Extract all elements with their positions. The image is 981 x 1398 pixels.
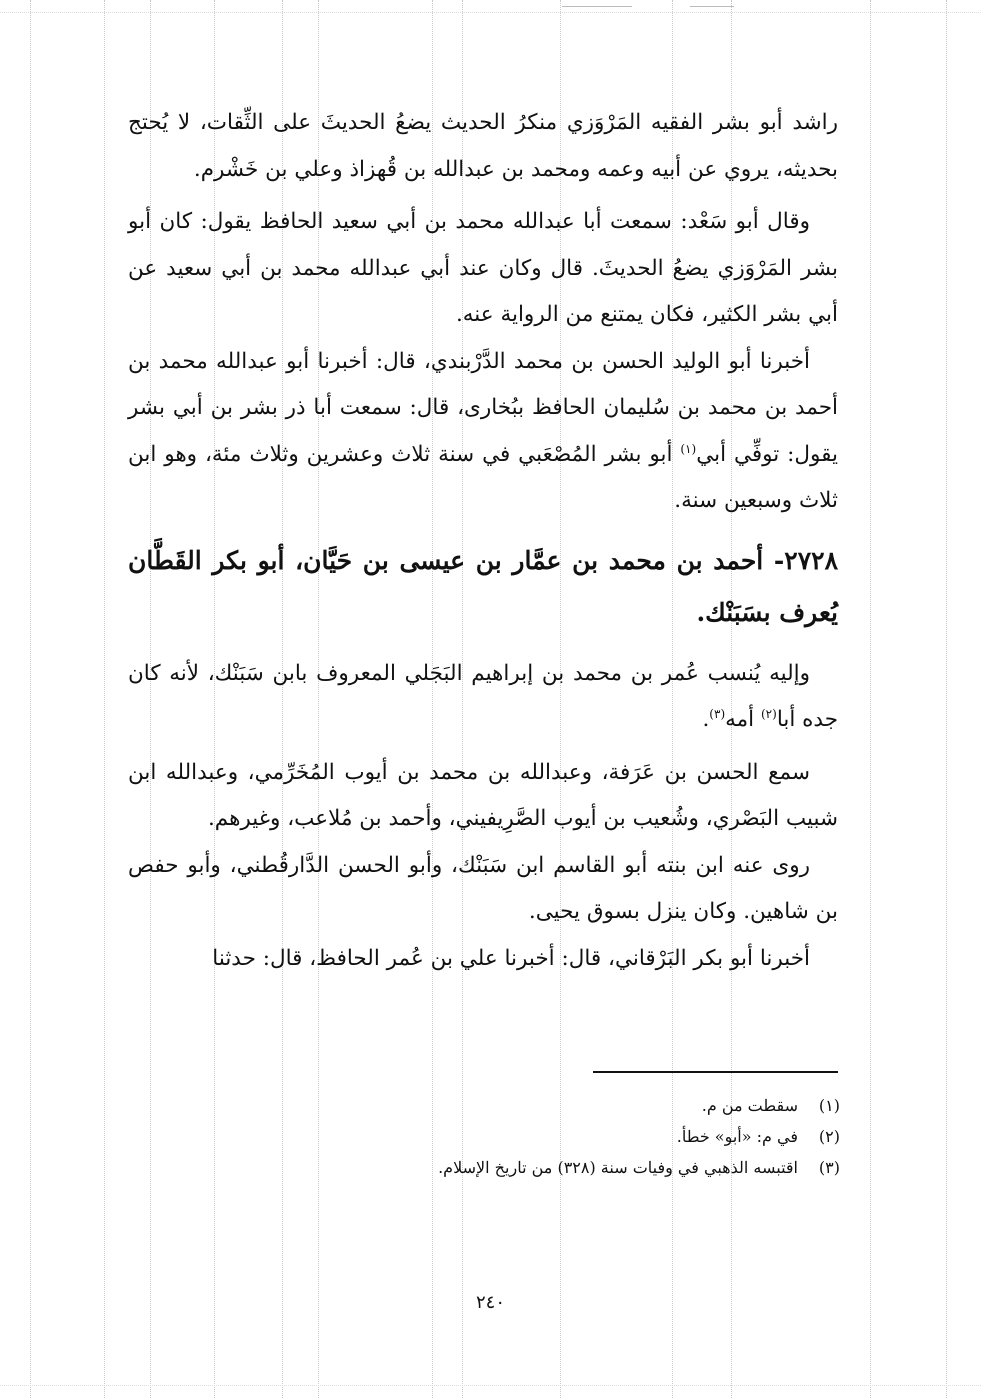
nisba-text-mid: أمه	[725, 707, 761, 732]
top-edge-mark	[690, 6, 734, 7]
scan-guide-line	[30, 0, 31, 1398]
nisba-text-start: وإليه يُنسب عُمر بن محمد بن إبراهيم البَجَلي المعروف بابن سَبَنْك، لأنه كان جده أبا	[128, 660, 838, 732]
footnote-item	[300, 1090, 840, 1121]
footnote-text: في م: «أبو» خطأ.	[676, 1127, 798, 1146]
paragraph-abu-saad: وقال أبو سَعْد: سمعت أبا عبدالله محمد بن أبي سعيد الحافظ يقول: كان أبو بشر المَرْوَزي يضعُ الحديثَ. قال وكان عند أبي عبدالله محمد بن أبي سعيد عن أبي بشر الكثير، فكان يمتنع من الرواية عنه.	[128, 209, 838, 327]
footnote-text: سقطت من م.	[701, 1096, 798, 1115]
paragraph-nisba	[128, 651, 838, 744]
page-number: ٢٤٠	[475, 1292, 505, 1313]
footnote-separator	[593, 1071, 838, 1073]
nisba-text-end: .	[702, 707, 710, 732]
scan-guide-line	[946, 0, 947, 1398]
scan-guide-line	[0, 12, 981, 13]
footnote-item	[300, 1152, 840, 1183]
paragraph-isnad-darbandi	[128, 339, 838, 525]
footnotes	[300, 1090, 840, 1183]
scan-guide-line	[0, 1385, 981, 1386]
paragraph-isnad-barqani: أخبرنا أبو بكر البَرْقاني، قال: أخبرنا علي بن عُمر الحافظ، قال: حدثنا	[212, 945, 810, 971]
footnote-number: (١)	[818, 1096, 840, 1115]
entry-heading: ٢٧٢٨- أحمد بن محمد بن عمَّار بن عيسى بن حَيَّان، أبو بكر القَطَّان يُعرف بسَبَنْك.	[128, 545, 838, 627]
main-text-block	[128, 100, 838, 982]
footnote-text: اقتبسه الذهبي في وفيات سنة (٣٢٨) من تاريخ الإسلام.	[438, 1158, 798, 1177]
paragraph-rashid: راشد أبو بشر الفقيه المَرْوَزي منكرُ الحديث يضعُ الحديثَ على الثِّقات، لا يُحتج بحديثه، يروي عن أبيه وعمه ومحمد بن عبدالله بن قُهزاذ وعلي بن خَشْرم.	[128, 110, 838, 182]
paragraph-teachers: سمع الحسن بن عَرَفة، وعبدالله بن محمد بن أيوب المُخَرِّمي، وعبدالله ابن شبيب البَصْري، وشُعيب بن أيوب الصَّرِيفيني، وأحمد بن مُلاعب، وغيرهم.	[128, 759, 838, 831]
footnote-ref-1: (١)	[680, 441, 697, 456]
paragraph-students: روى عنه ابن بنته أبو القاسم ابن سَبَنْك، وأبو الحسن الدَّارقُطني، وأبو حفص بن شاهين. وكان ينزل بسوق يحيى.	[128, 852, 838, 924]
footnote-number: (٣)	[818, 1158, 840, 1177]
scan-guide-line	[870, 0, 871, 1398]
footnote-ref-3: (٣)	[709, 706, 726, 721]
footnote-ref-2: (٢)	[760, 706, 777, 721]
paragraph-isnad-start: أخبرنا أبو الوليد الحسن بن محمد الدَّرْبندي، قال: أخبرنا أبو عبدالله محمد بن أحمد بن محمد بن سُليمان الحافظ ببُخارى، قال: سمعت أبا ذر بشر بن أبي بشر يقول: توفِّي أبي	[128, 348, 838, 467]
footnote-item	[300, 1121, 840, 1152]
footnote-number: (٢)	[818, 1127, 840, 1146]
scan-guide-line	[104, 0, 105, 1398]
paragraph-isnad-end: أبو بشر المُصْعَبي في سنة ثلاث وعشرين وثلاث مئة، وهو ابن ثلاث وسبعين سنة.	[128, 441, 838, 513]
top-edge-mark	[562, 6, 632, 7]
